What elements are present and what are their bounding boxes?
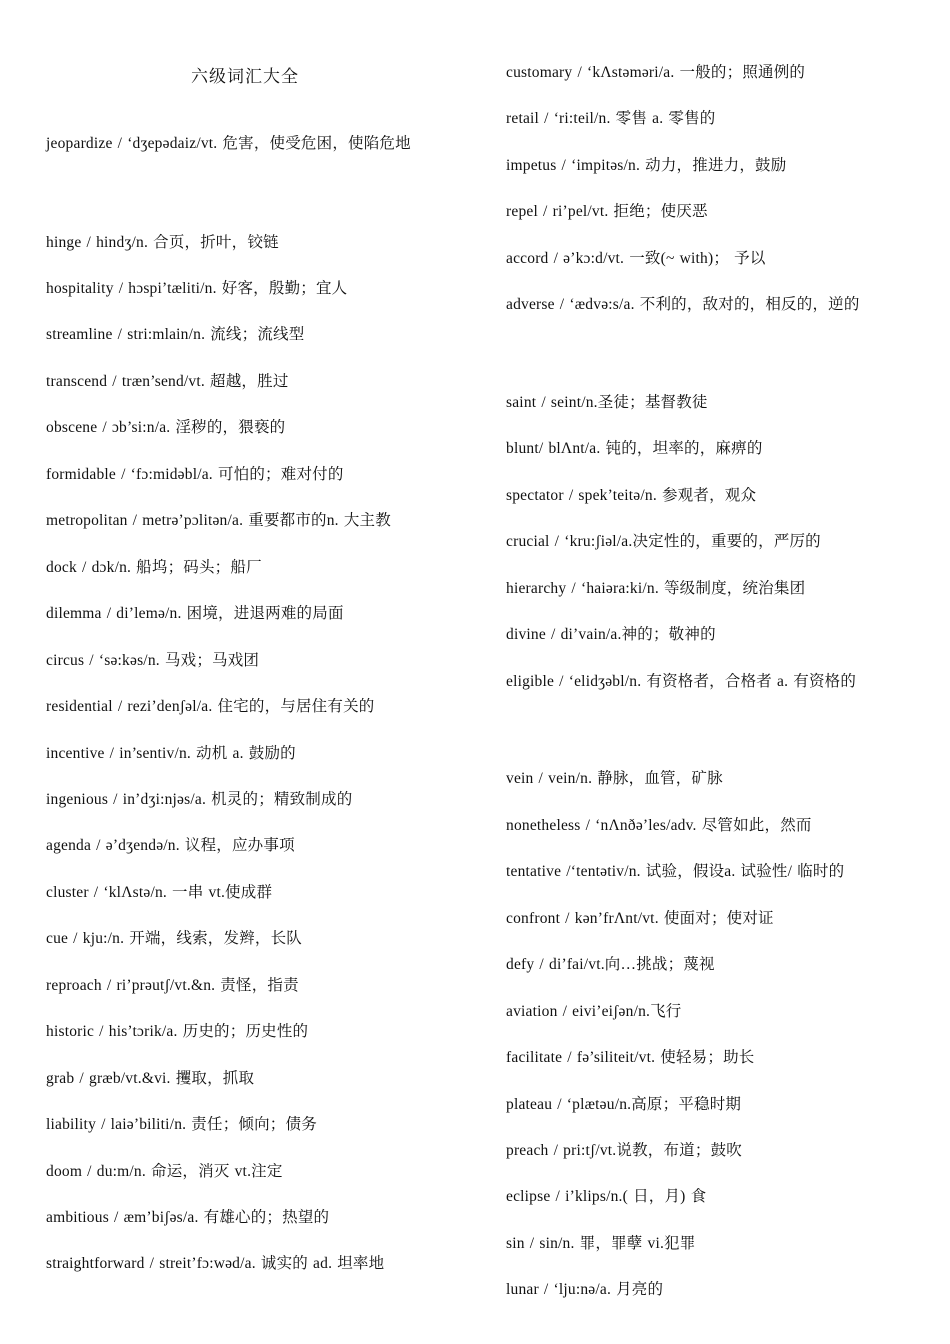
vocab-entry: confront / kən’frΛnt/vt. 使面对；使对证 [506,910,774,927]
vocab-entry: ingenious / in’dʒi:njəs/a. 机灵的；精致制成的 [46,791,353,808]
vocab-entry: incentive / in’sentiv/n. 动机 a. 鼓励的 [46,745,296,762]
vocab-entry: eligible / ‘elidʒəbl/n. 有资格者，合格者 a. 有资格的 [506,673,857,690]
vocab-entry: ambitious / æm’biʃəs/a. 有雄心的；热望的 [46,1209,330,1226]
vocab-entry: transcend / træn’send/vt. 超越，胜过 [46,373,289,390]
vocab-entry: hospitality / hɔspi’tæliti/n. 好客，殷勤；宜人 [46,280,348,297]
vocab-entry: accord / ə’kɔ:d/vt. 一致(~ with)； 予以 [506,250,766,267]
vocab-entry: formidable / ‘fɔ:midəbl/a. 可怕的；难对付的 [46,466,344,483]
vocab-entry: customary / ‘kΛstəməri/a. 一般的；照通例的 [506,64,806,81]
vocab-entry: agenda / ə’dʒendə/n. 议程，应办事项 [46,837,295,854]
vocab-entry: cluster / ‘klΛstə/n. 一串 vt.使成群 [46,884,273,901]
vocab-entry: sin / sin/n. 罪，罪孽 vi.犯罪 [506,1235,696,1252]
vocab-entry: vein / vein/n. 静脉，血管，矿脉 [506,770,723,787]
vocab-entry: hierarchy / ‘haiəra:ki/n. 等级制度，统治集团 [506,580,806,597]
page-title: 六级词汇大全 [191,67,299,86]
vocab-entry: reproach / ri’prəutʃ/vt.&n. 责怪，指责 [46,977,299,994]
vocab-entry: dock / dɔk/n. 船坞；码头；船厂 [46,559,262,576]
vocab-entry: divine / di’vain/a.神的；敬神的 [506,626,716,643]
vocab-entry: plateau / ‘plætəu/n.高原；平稳时期 [506,1096,742,1113]
vocab-entry: cue / kju:/n. 开端，线索，发辫，长队 [46,930,302,947]
vocab-entry: dilemma / di’lemə/n. 困境，进退两难的局面 [46,605,344,622]
vocab-entry: streamline / stri:mlain/n. 流线；流线型 [46,326,305,343]
vocab-entry: crucial / ‘kru:ʃiəl/a.决定性的，重要的，严厉的 [506,533,821,550]
vocab-entry: blunt/ blΛnt/a. 钝的，坦率的，麻痹的 [506,440,763,457]
vocab-entry: aviation / eivi’eiʃən/n.飞行 [506,1003,682,1020]
vocab-entry: spectator / spek’teitə/n. 参观者，观众 [506,487,757,504]
vocab-entry: hinge / hindʒ/n. 合页，折叶，铰链 [46,234,279,251]
vocab-entry: lunar / ‘lju:nə/a. 月亮的 [506,1281,664,1298]
vocab-entry: obscene / ɔb’si:n/a. 淫秽的，猥亵的 [46,419,286,436]
vocab-entry: jeopardize / ‘dʒepədaiz/vt. 危害，使受危困，使陷危地 [46,135,411,152]
vocab-entry: adverse / ‘ædvə:s/a. 不利的，敌对的，相反的，逆的 [506,296,860,313]
vocab-entry: retail / ‘ri:teil/n. 零售 a. 零售的 [506,110,716,127]
vocab-entry: circus / ‘sə:kəs/n. 马戏；马戏团 [46,652,260,669]
vocab-entry: facilitate / fə’siliteit/vt. 使轻易；助长 [506,1049,755,1066]
vocab-entry: historic / his’tɔrik/a. 历史的；历史性的 [46,1023,309,1040]
vocab-entry: eclipse / i’klips/n.( 日，月) 食 [506,1188,707,1205]
vocab-entry: straightforward / streit’fɔ:wəd/a. 诚实的 ad. 坦率地 [46,1255,385,1272]
vocab-entry: repel / ri’pel/vt. 拒绝；使厌恶 [506,203,708,220]
vocab-entry: nonetheless / ‘nΛnðə’les/adv. 尽管如此，然而 [506,817,812,834]
vocab-entry: metropolitan / metrə’pɔlitən/a. 重要都市的n. 大主教 [46,512,391,529]
vocab-entry: defy / di’fai/vt.向…挑战；蔑视 [506,956,715,973]
vocab-entry: tentative /‘tentətiv/n. 试验，假设a. 试验性/ 临时的 [506,863,845,880]
vocab-entry: residential / rezi’denʃəl/a. 住宅的，与居住有关的 [46,698,375,715]
vocab-entry: impetus / ‘impitəs/n. 动力，推进力，鼓励 [506,157,787,174]
vocab-entry: preach / pri:tʃ/vt.说教，布道；鼓吹 [506,1142,742,1159]
vocab-entry: liability / laiə’biliti/n. 责任；倾向；债务 [46,1116,317,1133]
vocab-entry: saint / seint/n.圣徒；基督教徒 [506,394,708,411]
vocab-entry: doom / du:m/n. 命运，消灭 vt.注定 [46,1163,283,1180]
vocab-entry: grab / græb/vt.&vi. 攫取，抓取 [46,1070,255,1087]
